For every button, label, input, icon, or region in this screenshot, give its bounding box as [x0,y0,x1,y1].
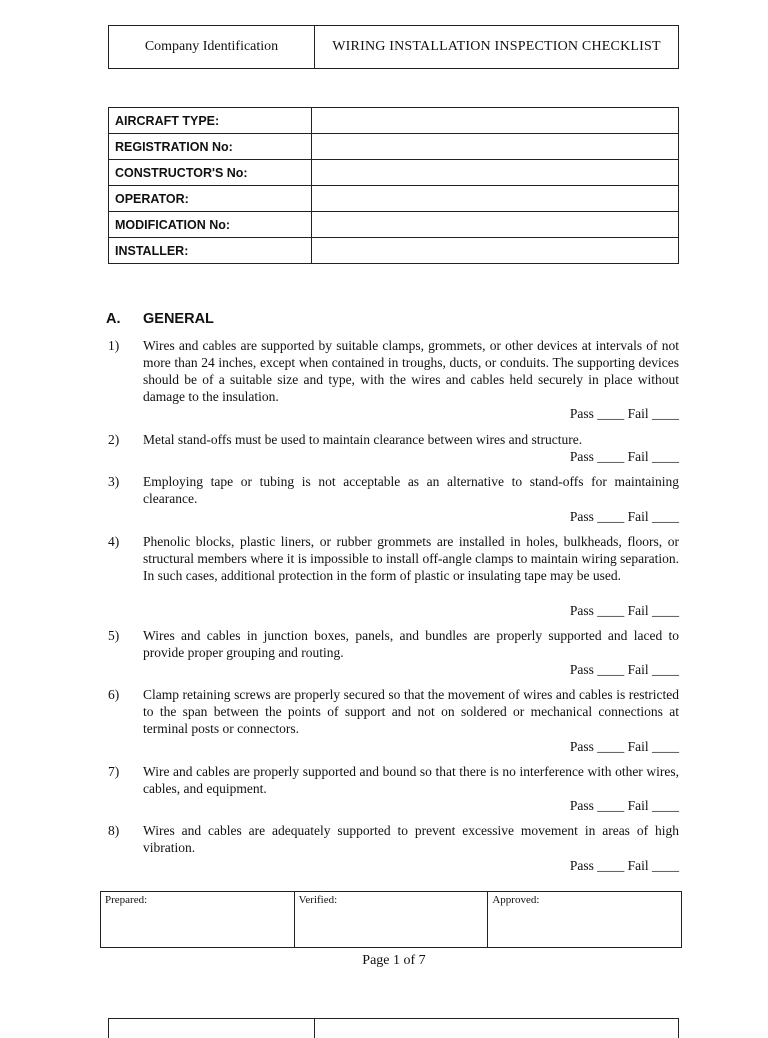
operator-field[interactable] [312,186,679,212]
verified-label: Verified: [298,894,338,906]
pass-fail-field[interactable]: Pass ____ Fail ____ [569,739,679,754]
item-number: 5) [108,628,120,643]
registration-label: REGISTRATION No: [109,134,312,160]
pass-fail-field[interactable]: Pass ____ Fail ____ [569,662,679,677]
aircraft-type-label: AIRCRAFT TYPE: [109,108,312,134]
info-row [109,108,679,134]
checklist-item-text: Wires and cables are adequately supported to prevent excessive movement in areas of high vibration. [143,823,679,855]
modification-field[interactable] [312,212,679,238]
document-title: WIRING INSTALLATION INSPECTION CHECKLIST [332,39,661,54]
item-number: 6) [108,687,120,702]
next-page-header [108,1018,679,1038]
aircraft-type-field[interactable] [312,108,679,134]
checklist-item-text: Wires and cables are supported by suitable clamps, grommets, or other devices at intervals of not more than 24 inches, except when contained in troughs, ducts, or conduits. The supporting devices should be of a suitable size and type, with the wires and cables held securely in place without damage to the insulation. [143,338,679,404]
next-page-header-cell [109,1019,315,1038]
info-row [109,186,679,212]
prepared-label: Prepared: [105,894,148,906]
checklist-item-text: Phenolic blocks, plastic liners, or rubber grommets are installed in holes, bulkheads, floors, or structural members where it is impossible to install off-angle clamps to maintain wiring separation. In such cases, additional protection in the form of plastic or insulating tape may be used. [143,534,679,583]
item-number: 2) [108,432,120,447]
info-row [109,212,679,238]
item-number: 4) [108,534,120,549]
item-number: 1) [108,338,120,353]
pass-fail-field[interactable]: Pass ____ Fail ____ [569,449,679,464]
constructor-field[interactable] [312,160,679,186]
company-identification: Company Identification [109,26,315,68]
checklist-item-text: Wire and cables are properly supported and bound so that there is no interference with other wires, cables, and equipment. [143,764,679,796]
pass-fail-field[interactable]: Pass ____ Fail ____ [569,406,679,421]
checklist-item-text: Employing tape or tubing is not acceptable as an alternative to stand-offs for maintaining clearance. [143,474,679,506]
section-title: GENERAL [143,311,214,327]
checklist-item-text: Clamp retaining screws are properly secured so that the movement of wires and cables is restricted to the span between the points of support and not on soldered or mechanical connections at terminal posts or connectors. [143,687,679,736]
aircraft-info-table [108,107,679,264]
checklist-item-text: Metal stand-offs must be used to maintain clearance between wires and structure. [143,432,583,447]
operator-label: OPERATOR: [109,186,312,212]
pass-fail-field[interactable]: Pass ____ Fail ____ [569,798,679,813]
installer-field[interactable] [312,238,679,264]
section-number: A. [106,311,121,327]
approved-signature-field[interactable] [488,892,681,947]
prepared-signature-field[interactable] [101,892,295,947]
page-number: Page 1 of 7 [362,953,426,968]
registration-field[interactable] [312,134,679,160]
modification-label: MODIFICATION No: [109,212,312,238]
constructor-label: CONSTRUCTOR'S No: [109,160,312,186]
pass-fail-field[interactable]: Pass ____ Fail ____ [569,603,679,618]
approved-label: Approved: [492,894,540,906]
info-row [109,238,679,264]
verified-signature-field[interactable] [295,892,489,947]
info-row [109,134,679,160]
checklist-item-text: Wires and cables in junction boxes, panels, and bundles are properly supported and laced to provide proper grouping and routing. [143,628,679,660]
document-header [108,25,679,69]
item-number: 7) [108,764,120,779]
signature-table [100,891,682,948]
pass-fail-field[interactable]: Pass ____ Fail ____ [569,509,679,524]
info-row [109,160,679,186]
installer-label: INSTALLER: [109,238,312,264]
item-number: 8) [108,823,120,838]
pass-fail-field[interactable]: Pass ____ Fail ____ [569,858,679,873]
item-number: 3) [108,474,120,489]
